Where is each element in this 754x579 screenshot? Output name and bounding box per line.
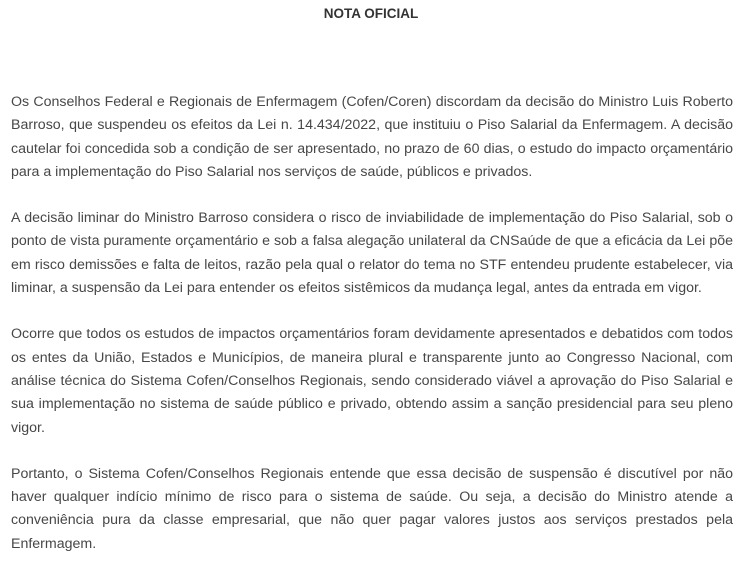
paragraph-2: A decisão liminar do Ministro Barroso considera o risco de inviabilidade de implementação do Piso Salarial, sob o ponto de vista puramente orçamentário e sob a falsa alegação unilateral da CNSaúde de que a eficácia da Lei põe em risco demissões e falta de leitos, razão pela qual o relator do tema no STF entendeu prudente estabelecer, via liminar, a suspensão da Lei para entender os efeitos sistêmicos da mudança legal, antes da entrada em vigor. (11, 210, 733, 297)
paragraph-3: Ocorre que todos os estudos de impactos orçamentários foram devidamente apresentados e debatidos com todos os entes da União, Estados e Municípios, de maneira plural e transparente junto ao Congresso Nacional, com análise técnica do Sistema Cofen/Conselhos Regionais, sendo considerado viável a aprovação do Piso Salarial e sua implementação no sistema de saúde público e privado, obtendo assim a sanção presidencial para seu pleno vigor. (11, 326, 733, 436)
paragraph-1: Os Conselhos Federal e Regionais de Enfermagem (Cofen/Coren) discordam da decisão do Ministro Luis Roberto Barroso, que suspendeu os efeitos da Lei n. 14.434/2022, que instituiu o Piso Salarial da Enfermagem. A decisão cautelar foi concedida sob a condição de ser apresentado, no prazo de 60 dias, o estudo do impacto orçamentário para a implementação do Piso Salarial nos serviços de saúde, públicos e privados. (11, 94, 733, 180)
page-title: NOTA OFICIAL (323, 6, 419, 21)
paragraph-4: Portanto, o Sistema Cofen/Conselhos Regionais entende que essa decisão de suspensão é discutível por não haver qualquer indício mínimo de risco para o sistema de saúde. Ou seja, a decisão do Ministro atende a conveniência pura da classe empresarial, que não quer pagar valores justos aos serviços prestados pela Enfermagem. (11, 465, 733, 552)
note-body (11, 91, 733, 579)
